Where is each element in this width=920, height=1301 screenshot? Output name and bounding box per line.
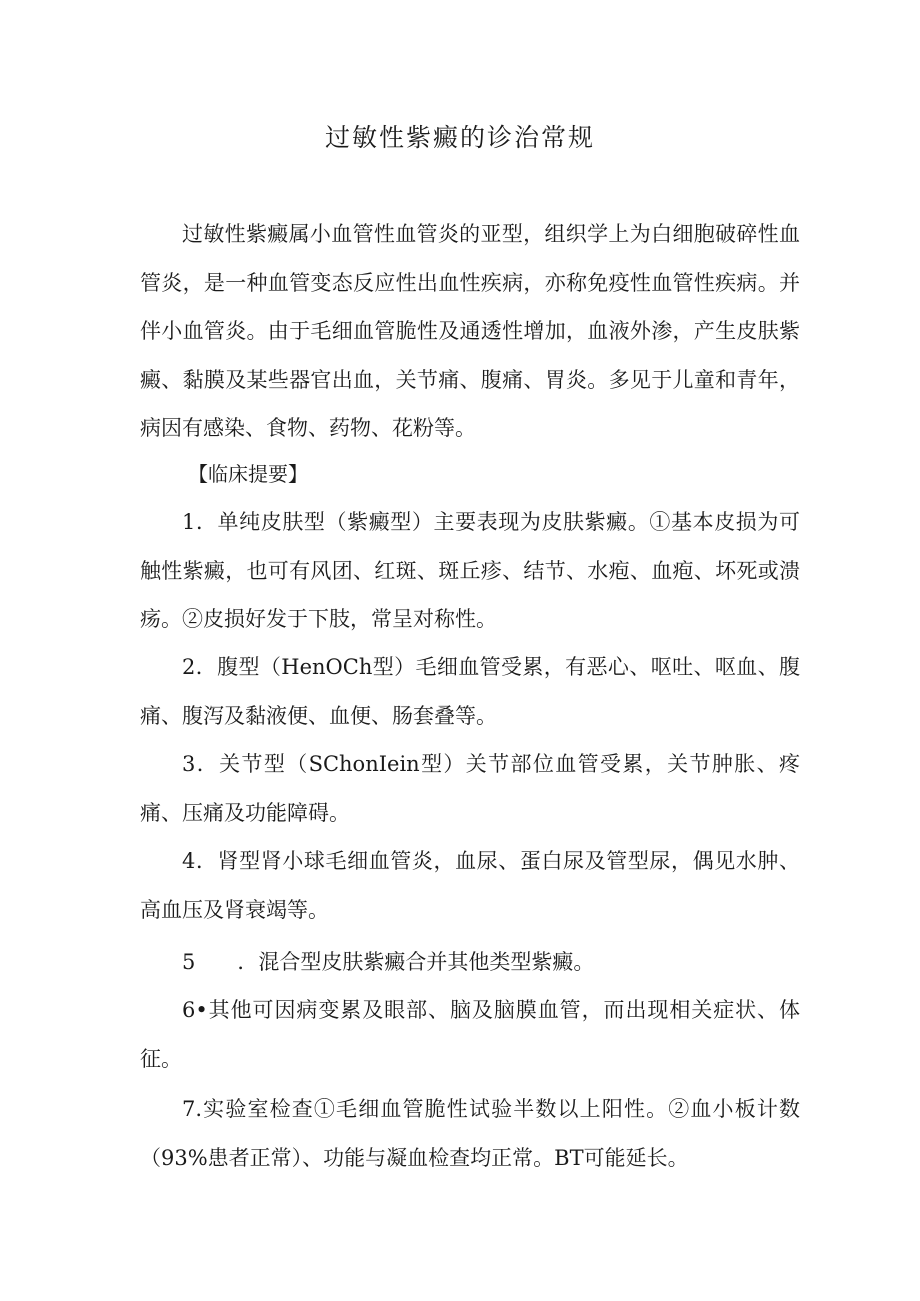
list-item-6: 6•其他可因病变累及眼部、脑及脑膜血管，而出现相关症状、体征。 [140,998,800,1071]
list-item-3: 3．关节型（SChonIein型）关节部位血管受累，关节肿胀、疼痛、压痛及功能障碍。 [140,752,800,825]
list-item-2: 2．腹型（HenOCh型）毛细血管受累，有恶心、呕吐、呕血、腹痛、腹泻及黏液便、血便、肠套叠等。 [140,655,800,728]
document-title: 过敏性紫癜的诊治常规 [324,123,595,152]
list-item-1: 1．单纯皮肤型（紫癜型）主要表现为皮肤紫癜。①基本皮损为可触性紫癜，也可有风团、红斑、斑丘疹、结节、水疱、血疱、坏死或溃疡。②皮损好发于下肢，常呈对称性。 [140,510,800,631]
list-item-5: 5 ．混合型皮肤紫癜合并其他类型紫癜。 [182,950,595,974]
list-item-7: 7.实验室检查①毛细血管脆性试验半数以上阳性。②血小板计数（93%患者正常）、功能与凝血检查均正常。BT可能延长。 [140,1097,800,1170]
section-heading: 【临床提要】 [188,462,308,486]
list-item-4: 4．肾型肾小球毛细血管炎，血尿、蛋白尿及管型尿，偶见水肿、高血压及肾衰竭等。 [140,849,800,922]
intro-paragraph: 过敏性紫癜属小血管性血管炎的亚型，组织学上为白细胞破碎性血管炎，是一种血管变态反应性出血性疾病，亦称免疫性血管性疾病。并伴小血管炎。由于毛细血管脆性及通透性增加，血液外渗，产生皮肤紫癜、黏膜及某些器官出血，关节痛、腹痛、胃炎。多见于儿童和青年，病因有感染、食物、药物、花粉等。 [140,222,800,440]
